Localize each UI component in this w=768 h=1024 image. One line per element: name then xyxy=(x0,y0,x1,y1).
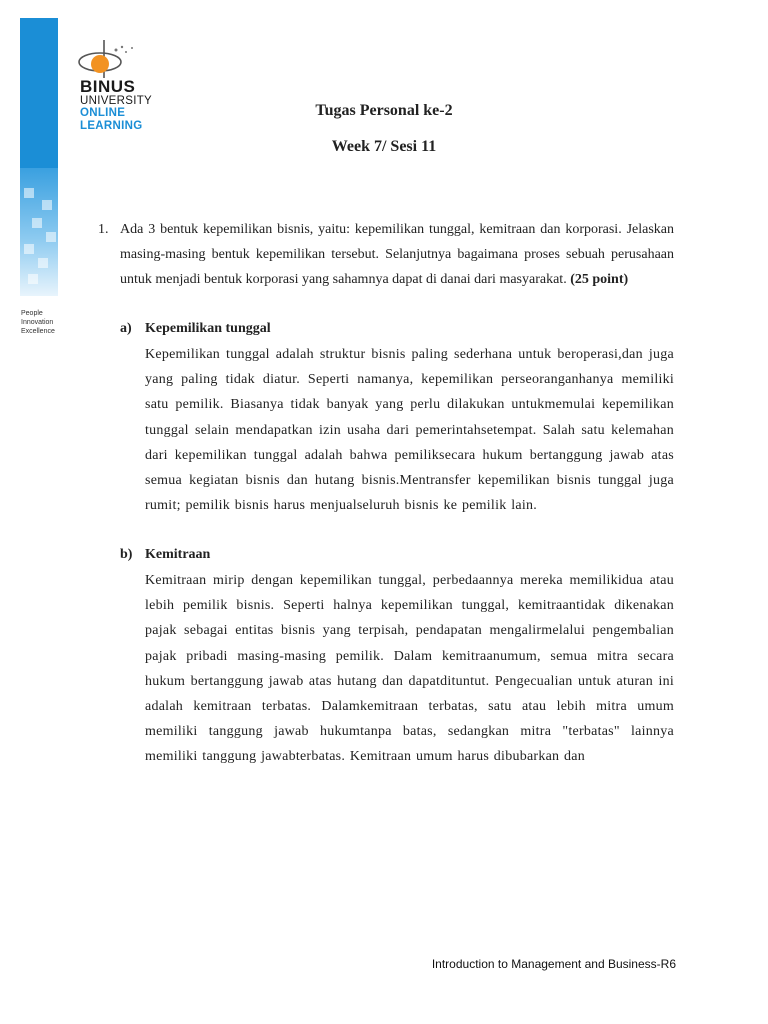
section-b-label: b) xyxy=(120,547,133,562)
page-subtitle: Week 7/ Sesi 11 xyxy=(331,138,437,155)
section-b-heading: Kemitraan xyxy=(145,547,211,562)
question-number: 1. xyxy=(98,222,109,237)
brand-side-bar xyxy=(20,18,58,296)
tagline-line: Innovation xyxy=(21,319,54,326)
logo-learning: LEARNING xyxy=(80,120,143,132)
binus-emblem-icon xyxy=(76,38,146,80)
section-a-label: a) xyxy=(120,321,132,336)
binus-logo xyxy=(76,38,196,138)
question-points: (25 point) xyxy=(570,272,629,288)
section-b-body: Kemitraan mirip dengan kepemilikan tunggal, perbedaannya mereka memilikidua atau lebih pemilik bisnis. Seperti halnya kepemilikan tunggal, kemitraantidak dikenakan pajak sebagai entitas bisnis yang terpisah, pendapatan mengalirmelalui pengembalian pajak pribadi masing-masing pemilik. Dalam kemitraanumum, semua mitra secara hukum bertanggung jawab atas hutang dan dapatdituntut. Pengecualian untuk aturan ini adalah kemitraan terbatas. Dalamkemitraan terbatas, satu atau lebih mitra umum memiliki tanggung jawab hukumtanpa batas, sedangkan mitra "terbatas" lainnya memiliki tanggung jawabterbatas. Kemitraan umum harus dibubarkan dan xyxy=(145,573,674,765)
section-a-body: Kepemilikan tunggal adalah struktur bisnis paling sederhana untuk beroperasi,dan juga yang paling tidak diatur. Seperti namanya, kepemilikan perseoranganhanya memiliki satu pemilik. Biasanya tidak banyak yang perlu dilakukan untukmemulai kepemilikan tunggal selain mendapatkan izin usaha dari pemerintahsetempat. Salah satu kelemahan dari kepemilikan tunggal adalah bahwa pemiliksecara hukum bertanggung jawab atas semua kegiatan bisnis dan hutang bisnis.Mentransfer kepemilikan bisnis tunggal juga rumit; pemilik bisnis harus menjualseluruh bisnis ke pemilik lain. xyxy=(145,347,674,514)
logo-university: UNIVERSITY xyxy=(80,95,153,107)
tagline-line: People xyxy=(21,310,43,317)
footer-course: Introduction to Management and Business-R6 xyxy=(431,957,676,971)
question-text: Ada 3 bentuk kepemilikan bisnis, yaitu: kepemilikan tunggal, kemitraan dan korporasi. Jelaskan masing-masing bentuk kepemilikan tersebut. Selanjutnya bagaimana proses sebuah perusahaan untuk menjadi bentuk korporasi yang sahamnya dapat di danai dari masyarakat. (25 point) xyxy=(120,222,674,288)
logo-binus: BINUS xyxy=(80,77,136,96)
tagline-line: Excellence xyxy=(21,328,55,335)
page-title: Tugas Personal ke-2 xyxy=(315,102,453,119)
section-a-heading: Kepemilikan tunggal xyxy=(145,321,271,336)
brand-tagline xyxy=(21,309,55,336)
logo-online: ONLINE xyxy=(80,107,126,119)
